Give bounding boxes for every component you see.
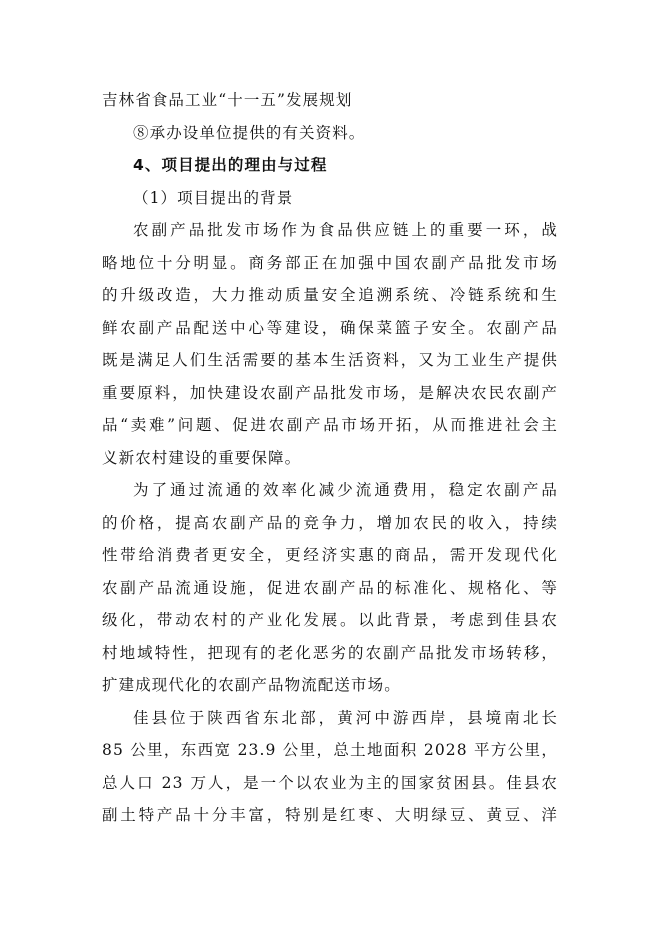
paragraph-line: 鲜农副产品配送中心等建设，确保菜篮子安全。农副产品 [102,318,558,337]
paragraph-line: 副土特产品十分丰富，特别是红枣、大明绿豆、黄豆、洋 [102,806,558,824]
paragraph-line: 品“卖难”问题、促进农副产品市场开拓，从而推进社会主 [102,416,558,434]
section-heading: 4、项目提出的理由与过程 [133,156,328,174]
paragraph-line: 佳县位于陕西省东北部，黄河中游西岸，县境南北长 [133,708,558,727]
paragraph-line: 的价格，提高农副产品的竞争力，增加农民的收入，持续 [102,513,558,532]
paragraph-line: 义新农村建设的重要保障。 [102,448,302,467]
paragraph-line: 性带给消费者更安全，更经济实惠的商品，需开发现代化 [102,546,558,564]
paragraph-line: 85 公里，东西宽 23.9 公里，总土地面积 2028 平方公里， [102,741,558,759]
reference-line: 吉林省食品工业“十一五”发展规划 [102,91,353,109]
paragraph-line: 略地位十分明显。商务部正在加强中国农副产品批发市场 [102,253,558,272]
paragraph-line: 总人口 23 万人，是一个以农业为主的国家贫困县。佳县农 [102,773,558,792]
paragraph-line: 级化，带动农村的产业化发展。以此背景，考虑到佳县农 [102,611,558,629]
paragraph-line: 为了通过流通的效率化减少流通费用，稳定农副产品 [133,481,558,499]
document-body [102,84,558,832]
paragraph-line: 扩建成现代化的农副产品物流配送市场。 [102,676,401,694]
paragraph-line: 重要原料，加快建设农副产品批发市场，是解决农民农副产 [102,383,558,402]
subsection-heading: （1）项目提出的背景 [133,188,294,207]
reference-item: ⑧承办设单位提供的有关资料。 [133,123,366,142]
paragraph-line: 既是满足人们生活需要的基本生活资料，又为工业生产提供 [102,351,558,369]
paragraph-line: 村地域特性，把现有的老化恶劣的农副产品批发市场转移， [102,643,558,662]
paragraph-line: 的升级改造，大力推动质量安全追溯系统、冷链系统和生 [102,286,558,304]
paragraph-line: 农副产品批发市场作为食品供应链上的重要一环，战 [133,221,558,239]
paragraph-line: 农副产品流通设施，促进农副产品的标准化、规格化、等 [102,578,558,597]
